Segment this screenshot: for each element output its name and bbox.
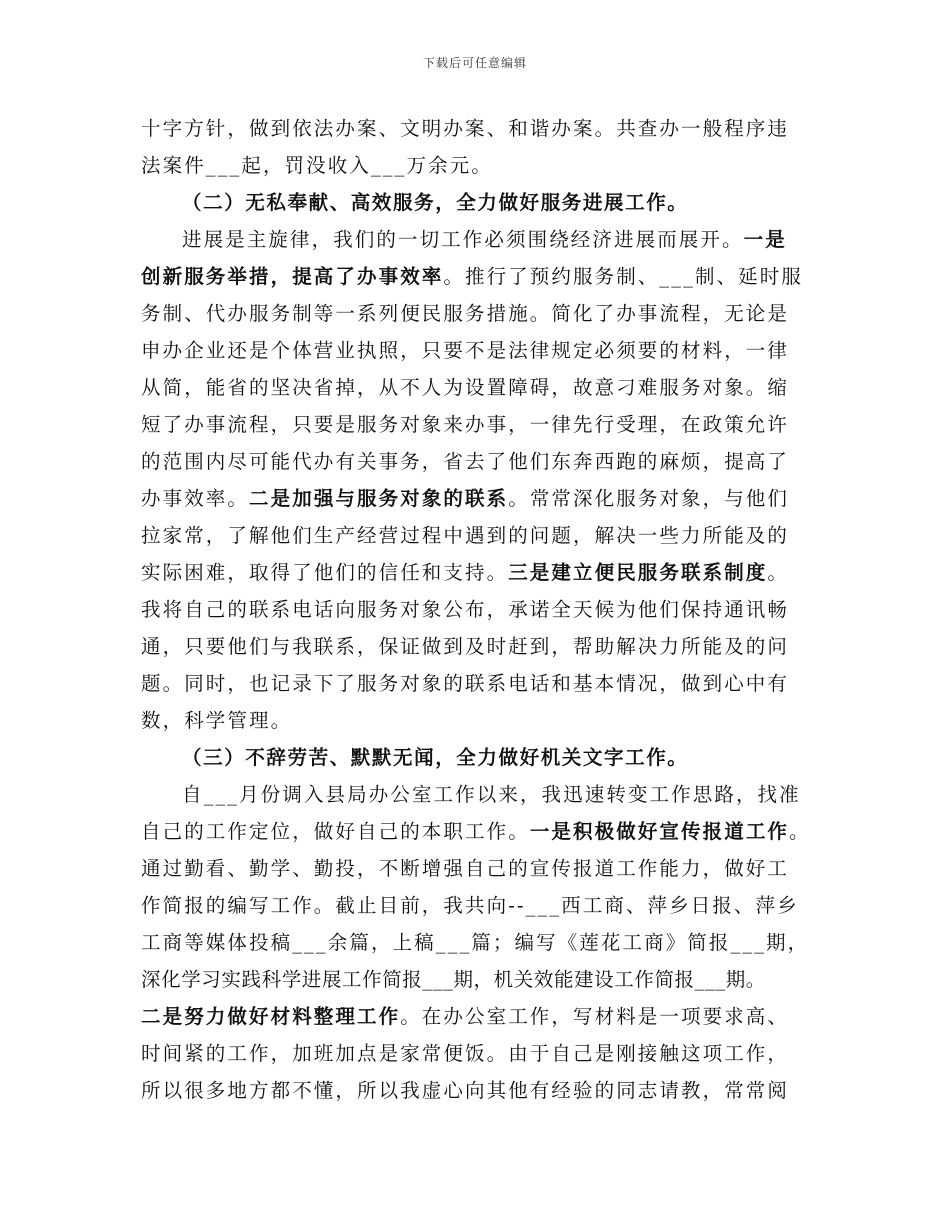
bold-text-run: 二是努力做好材料整理工作 — [141, 1005, 401, 1028]
text-run: 办事效率。 — [141, 487, 250, 510]
text-line — [141, 258, 833, 295]
text-run: 所以很多地方都不懂，所以我虚心向其他有经验的同志请教，常常阅 — [141, 1079, 790, 1102]
text-run: 题。同时，也记录下了服务对象的联系电话和基本情况，做到心中有 — [141, 672, 790, 695]
page-header: 下载后可任意编辑 — [422, 56, 527, 70]
text-line — [141, 998, 833, 1035]
text-line — [141, 591, 833, 628]
text-line — [141, 850, 833, 887]
text-line — [141, 1035, 833, 1072]
text-run: 我将自己的联系电话向服务对象公布，承诺全天候为他们保持通讯畅 — [141, 598, 790, 621]
text-run: 。常常深化服务对象，与他们 — [508, 487, 790, 510]
text-run: 务制、代办服务制等一系列便民服务措施。简化了办事流程，无论是 — [141, 302, 790, 325]
text-line — [141, 295, 833, 332]
text-run: 短了办事流程，只要是服务对象来办事，一律先行受理，在政策允许 — [141, 413, 790, 436]
text-run: 通，只要他们与我联系，保证做到及时赶到，帮助解决力所能及的问 — [141, 635, 790, 658]
text-run: 。 — [789, 820, 811, 843]
text-line — [141, 369, 833, 406]
bold-text-run: 二是加强与服务对象的联系 — [249, 487, 509, 510]
text-run: 工商等媒体投稿___余篇，上稿___篇；编写《莲花工商》简报___期， — [141, 931, 810, 954]
section-heading — [141, 184, 833, 221]
text-line — [141, 110, 833, 147]
text-run: 实际困难，取得了他们的信任和支持。 — [141, 561, 509, 584]
text-line — [141, 332, 833, 369]
text-run: 十字方针，做到依法办案、文明办案、和谐办案。共查办一般程序违 — [141, 117, 790, 140]
text-run: 数，科学管理。 — [141, 709, 293, 732]
text-line — [141, 961, 833, 998]
bold-text-run: （二）无私奉献、高效服务，全力做好服务进展工作。 — [182, 191, 689, 214]
bold-text-run: 创新服务举措，提高了办事效率 — [141, 265, 444, 288]
text-line — [141, 1072, 833, 1109]
text-run: 。 — [767, 561, 790, 584]
text-run: 申办企业还是个体营业执照，只要不是法律规定必须要的材料，一律 — [141, 339, 790, 362]
text-line — [141, 147, 833, 184]
section-heading — [141, 739, 833, 776]
text-line — [141, 924, 833, 961]
text-run: 作简报的编写工作。截止目前，我共向--___西工商、萍乡日报、萍乡 — [141, 894, 799, 917]
text-line — [141, 813, 833, 850]
text-run: 从简，能省的坚决省掉，从不人为设置障碍，故意刁难服务对象。缩 — [141, 376, 790, 399]
text-run: 自己的工作定位，做好自己的本职工作。 — [141, 820, 530, 843]
text-line — [141, 887, 833, 924]
text-run: 的范围内尽可能代办有关事务，省去了他们东奔西跑的麻烦，提高了 — [141, 450, 790, 473]
text-run: 进展是主旋律，我们的一切工作必须围绕经济进展而展开。 — [182, 228, 744, 251]
text-run: 通过勤看、勤学、勤投，不断增强自己的宣传报道工作能力，做好工 — [141, 857, 790, 880]
text-run: 自___月份调入县局办公室工作以来，我迅速转变工作思路，找准 — [182, 783, 801, 806]
text-run: 深化学习实践科学进展工作简报___期，机关效能建设工作简报___期。 — [141, 968, 766, 991]
text-line — [141, 517, 833, 554]
text-line — [141, 221, 833, 258]
bold-text-run: 三是建立便民服务联系制度 — [508, 561, 768, 584]
bold-text-run: 一是 — [743, 228, 787, 251]
text-line — [141, 406, 833, 443]
text-line — [141, 480, 833, 517]
text-run: 。推行了预约服务制、___制、延时服 — [443, 265, 803, 288]
bold-text-run: （三）不辞劳苦、默默无闻，全力做好机关文字工作。 — [182, 746, 689, 769]
text-run: 。在办公室工作，写材料是一项要求高、 — [400, 1005, 790, 1028]
text-line — [141, 443, 833, 480]
text-run: 时间紧的工作，加班加点是家常便饭。由于自己是刚接触这项工作， — [141, 1042, 790, 1065]
text-line — [141, 702, 833, 739]
text-run: 法案件___起，罚没收入___万余元。 — [141, 154, 493, 177]
bold-text-run: 一是积极做好宣传报道工作 — [529, 820, 790, 843]
text-line — [141, 776, 833, 813]
text-line — [141, 665, 833, 702]
text-line — [141, 554, 833, 591]
text-line — [141, 628, 833, 665]
text-run: 拉家常，了解他们生产经营过程中遇到的问题，解决一些力所能及的 — [141, 524, 790, 547]
document-body — [141, 110, 833, 1109]
